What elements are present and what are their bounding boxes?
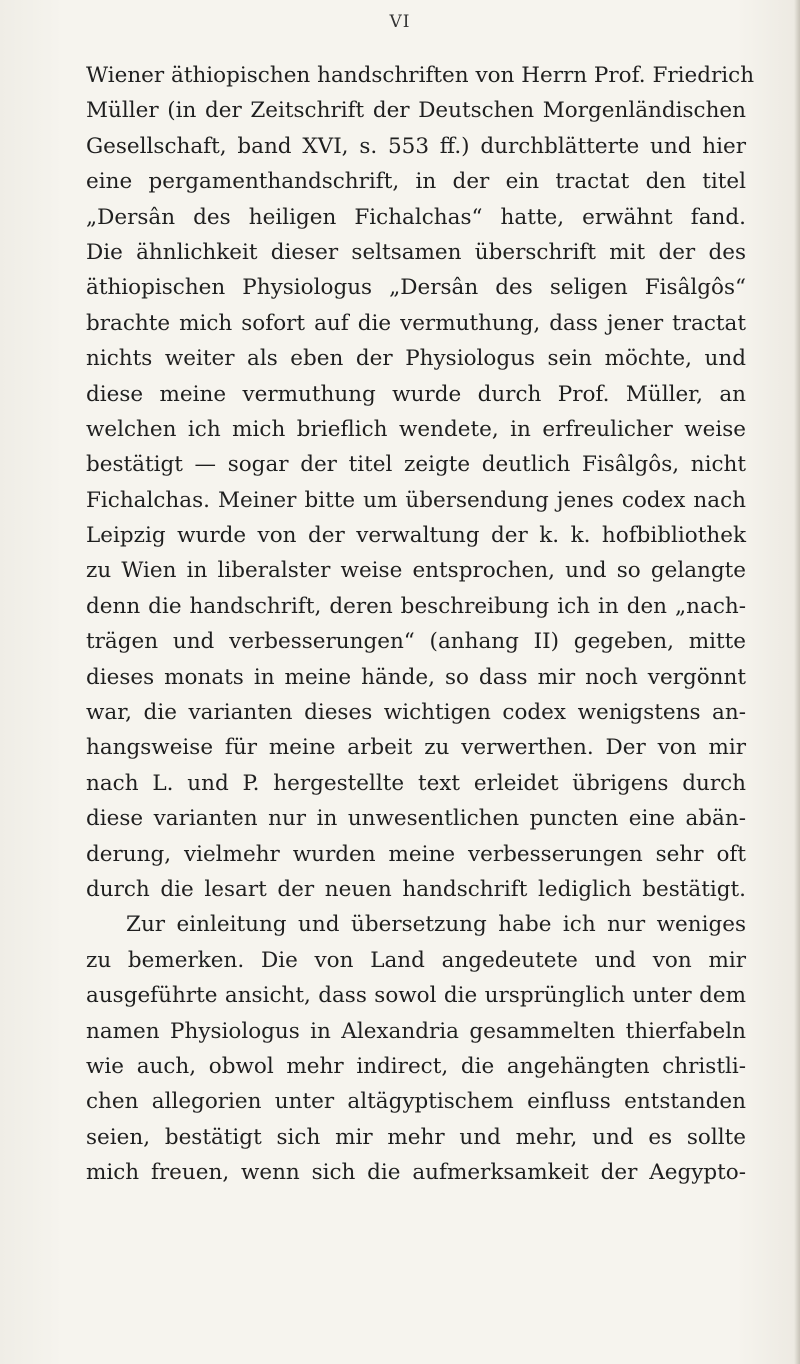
text-line: nichts weiter als eben der Physiologus sein möchte, und: [86, 346, 746, 372]
body-text: [86, 58, 755, 1191]
text-line: durch die lesart der neuen handschrift lediglich bestätigt.: [86, 876, 746, 902]
text-line: wie auch, obwol mehr indirect, die angehängten christli-: [86, 1053, 746, 1079]
text-line: denn die handschrift, deren beschreibung ich in den „nach-: [86, 593, 746, 619]
text-line: Fichalchas. Meiner bitte um übersendung jenes codex nach: [86, 487, 746, 513]
text-line: eine pergamenthandschrift, in der ein tractat den titel: [86, 169, 746, 195]
text-line: hangsweise für meine arbeit zu verwerthen. Der von mir: [86, 735, 746, 761]
text-line: diese varianten nur in unwesentlichen puncten eine abän-: [86, 806, 746, 832]
text-line: diese meine vermuthung wurde durch Prof. Müller, an: [86, 381, 746, 407]
text-line: „Dersân des heiligen Fichalchas“ hatte, erwähnt fand.: [86, 204, 746, 230]
text-line: welchen ich mich brieflich wendete, in erfreulicher weise: [86, 416, 746, 442]
page-edge-shadow: [794, 0, 800, 1364]
page-number: VI: [389, 12, 411, 32]
text-line: brachte mich sofort auf die vermuthung, dass jener tractat: [86, 310, 746, 336]
text-line: war, die varianten dieses wichtigen codex wenigstens an-: [86, 700, 746, 726]
text-line: derung, vielmehr wurden meine verbesserungen sehr oft: [86, 841, 746, 867]
text-line: Gesellschaft, band XVI, s. 553 ff.) durchblätterte und hier: [86, 133, 746, 159]
text-line: zu Wien in liberalster weise entsprochen, und so gelangte: [86, 558, 746, 584]
text-line: chen allegorien unter altägyptischem einfluss entstanden: [86, 1089, 746, 1115]
paragraph-start-line: Zur einleitung und übersetzung habe ich nur weniges: [126, 912, 746, 938]
text-line: trägen und verbesserungen“ (anhang II) gegeben, mitte: [86, 629, 746, 655]
text-line: Leipzig wurde von der verwaltung der k. k. hofbibliothek: [86, 523, 746, 549]
text-line: Müller (in der Zeitschrift der Deutschen Morgenländischen: [86, 98, 746, 124]
text-line: äthiopischen Physiologus „Dersân des seligen Fisâlgôs“: [86, 275, 746, 301]
text-line: zu bemerken. Die von Land angedeutete und von mir: [86, 947, 746, 973]
text-line: namen Physiologus in Alexandria gesammelten thierfabeln: [86, 1018, 746, 1044]
text-line: dieses monats in meine hände, so dass mir noch vergönnt: [86, 664, 746, 690]
text-line: bestätigt — sogar der titel zeigte deutlich Fisâlgôs, nicht: [86, 452, 746, 478]
text-line: ausgeführte ansicht, dass sowol die ursprünglich unter dem: [86, 983, 746, 1009]
text-line: seien, bestätigt sich mir mehr und mehr, und es sollte: [86, 1124, 746, 1150]
text-line: mich freuen, wenn sich die aufmerksamkeit der Aegypto-: [86, 1160, 746, 1186]
text-line: Die ähnlichkeit dieser seltsamen überschrift mit der des: [86, 239, 746, 265]
text-line: nach L. und P. hergestellte text erleidet übrigens durch: [86, 770, 746, 796]
text-line: Wiener äthiopischen handschriften von Herrn Prof. Friedrich: [86, 63, 755, 88]
